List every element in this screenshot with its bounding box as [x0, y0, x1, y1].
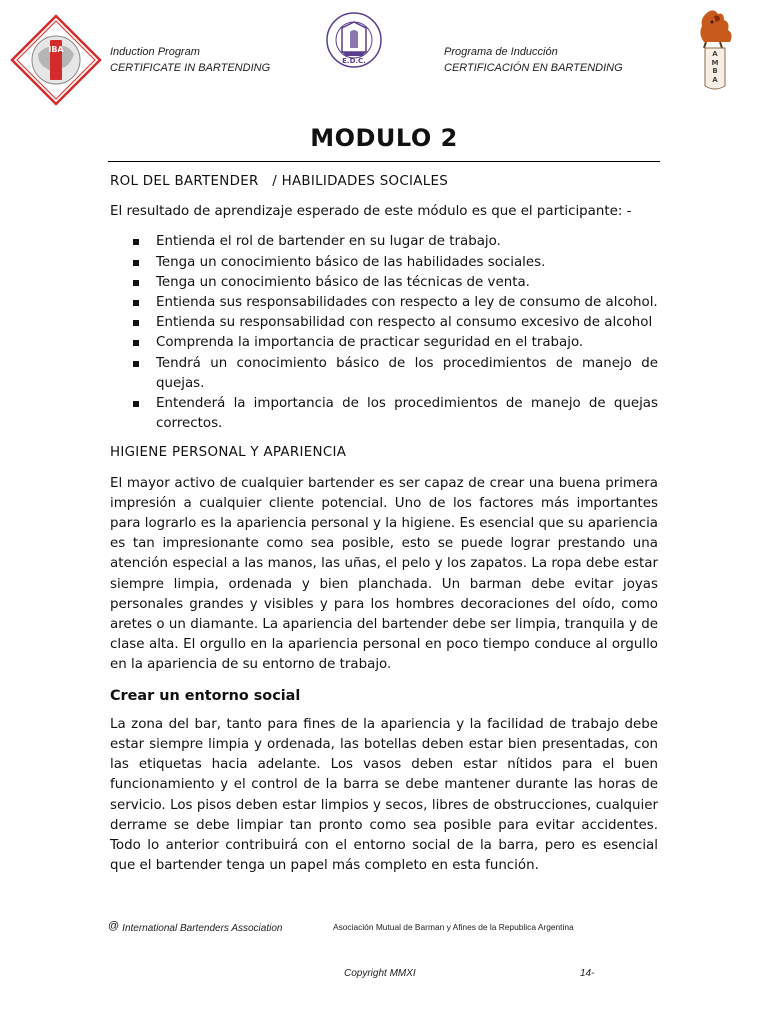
footer-copyright: Copyright MMXI	[344, 968, 416, 979]
square-bullet-icon	[133, 280, 139, 286]
entorno-paragraph: La zona del bar, tanto para fines de la apariencia y la facilidad de trabajo debe estar siempre limpia y ordenada, las botellas deben estar bien presentadas, con las etiquetas hacia adelante. Los vasos deben estar nítidos para el buen funcionamiento y el control de la barra se debe mantener durante las horas de servicio. Los pisos deben estar limpios y secos, libres de obstrucciones, cualquier derrame se debe limpiar tan pronto como sea posible para evitar accidentes. Todo lo anterior contribuirá con el entorno social de la barra, pero es esencial que el bartender tenga un papel más completo en esta función.	[110, 716, 658, 874]
title-divider	[108, 161, 660, 162]
main-content	[110, 172, 658, 877]
list-item: Tendrá un conocimiento básico de los procedimientos de manejo de quejas.	[110, 354, 658, 394]
edc-logo-label: E.D.C.	[342, 57, 366, 65]
list-item: Entienda sus responsabilidades con respecto a ley de consumo de alcohol.	[110, 293, 658, 313]
footer-org-right: Asociación Mutual de Barman y Afines de la Republica Argentina	[333, 922, 574, 932]
header-program-label: Induction Program	[110, 46, 200, 58]
list-item: Entenderá la importancia de los procedimientos de manejo de quejas correctos.	[110, 394, 658, 434]
amba-letters: A M B A	[711, 50, 719, 84]
square-bullet-icon	[133, 361, 139, 367]
header-left	[110, 44, 270, 76]
footer-org-left	[108, 920, 282, 934]
header-certificacion-label: CERTIFICACIÓN EN BARTENDING	[444, 62, 623, 74]
square-bullet-icon	[133, 239, 139, 245]
square-bullet-icon	[133, 340, 139, 346]
list-item: Entienda su responsabilidad con respecto al consumo excesivo de alcohol	[110, 313, 658, 333]
iba-logo-text: IBA	[48, 45, 64, 54]
square-bullet-icon	[133, 300, 139, 306]
page-number: 14-	[580, 968, 595, 979]
square-bullet-icon	[133, 320, 139, 326]
copyright-symbol: @	[108, 920, 120, 932]
square-bullet-icon	[133, 401, 139, 407]
amba-logo	[690, 8, 740, 92]
header-certificate-label: CERTIFICATE IN BARTENDING	[110, 62, 271, 74]
header-programa-label: Programa de Inducción	[444, 46, 558, 58]
higiene-paragraph: El mayor activo de cualquier bartender es ser capaz de crear una buena primera impresión a cualquier cliente potencial. Uno de los factores más importantes para lograrlo es la apariencia personal y la higiene. Es esencial que su apariencia es tan impresionante como sea posible, esto se puede lograr prestando una atención especial a las manos, las uñas, el pelo y los zapatos. La ropa debe estar siempre limpia, ordenada y bien planchada. Un barman debe evitar joyas personales grandes y visibles y para los hombres decoraciones del oído, como aretes o un diamante. La apariencia del bartender debe ser limpia, tranquila y de clase alta. El orgullo en la apariencia personal en poco tiempo conduce al orgullo en la apariencia de su entorno de trabajo.	[110, 475, 658, 673]
list-item: Tenga un conocimiento básico de las técnicas de venta.	[110, 273, 658, 293]
list-item: Tenga un conocimiento básico de las habilidades sociales.	[110, 253, 658, 273]
objectives-list	[110, 232, 658, 434]
page-title: MODULO 2	[310, 124, 458, 152]
list-item: Comprenda la importancia de practicar seguridad en el trabajo.	[110, 333, 658, 353]
list-item: Entienda el rol de bartender en su lugar de trabajo.	[110, 232, 658, 252]
footer-iba-name: International Bartenders Association	[122, 923, 283, 934]
square-bullet-icon	[133, 260, 139, 266]
section-heading-entorno: Crear un entorno social	[110, 687, 301, 704]
header-right	[444, 44, 623, 76]
iba-logo	[10, 14, 102, 106]
section-heading-rol: ROL DEL BARTENDER / HABILIDADES SOCIALES	[110, 174, 449, 189]
section-intro: El resultado de aprendizaje esperado de este módulo es que el participante: -	[110, 204, 632, 220]
iba-diamond-icon	[10, 14, 102, 106]
section-heading-higiene: HIGIENE PERSONAL Y APARIENCIA	[110, 445, 347, 461]
